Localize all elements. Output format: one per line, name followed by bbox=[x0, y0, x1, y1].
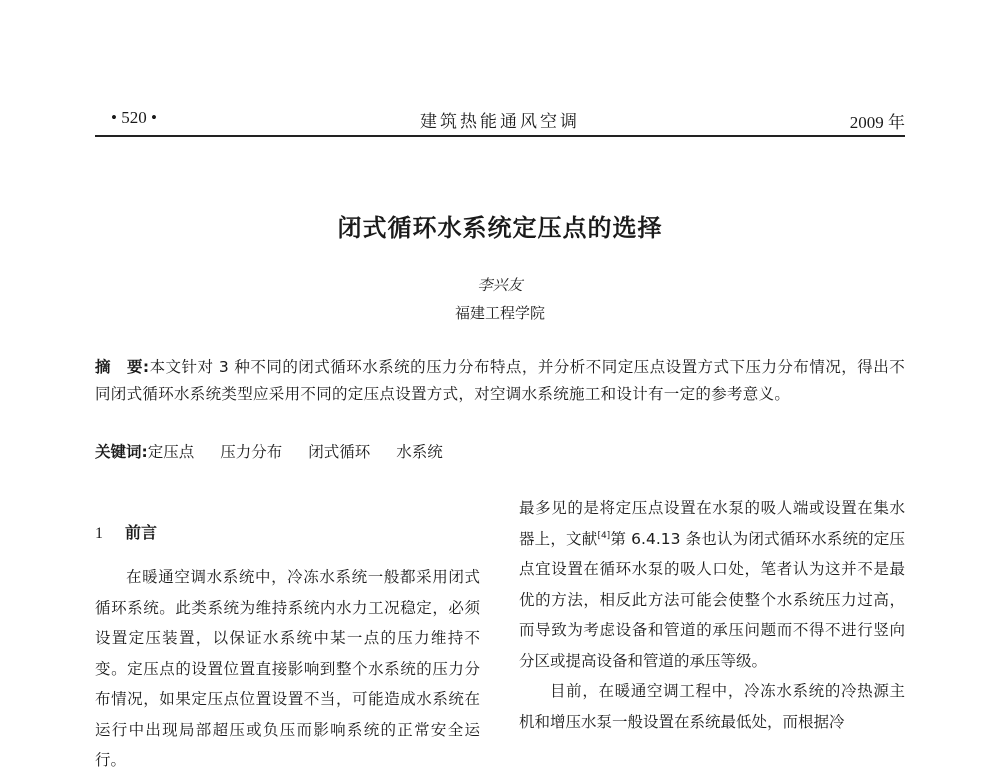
paragraph-text: 第 6.4.13 条也认为闭式循环水系统的定压点宜设置在循环水泵的吸人口处，笔者认为这并不是最优的方法，相反此方法可能会使整个水系统压力过高，而导致为考虑设备和管道的承压问题而不得不进行竖向分区或提高设备和管道的承压等级。 bbox=[519, 529, 905, 670]
journal-year: 2009 年 bbox=[849, 113, 905, 132]
keyword-item: 闭式循环 bbox=[308, 443, 371, 461]
abstract bbox=[95, 354, 905, 408]
abstract-label: 摘 要: bbox=[95, 358, 150, 376]
running-header bbox=[95, 102, 905, 132]
section-number: 1 bbox=[95, 525, 103, 542]
keyword-item: 定压点 bbox=[147, 443, 195, 461]
section-title: 前言 bbox=[125, 523, 158, 542]
right-column bbox=[519, 493, 905, 737]
body-paragraph: 目前，在暖通空调工程中，冷冻水系统的冷热源主机和增压水泵一般设置在系统最低处，而根据冷 bbox=[519, 682, 905, 731]
keyword-item: 压力分布 bbox=[220, 443, 283, 461]
keywords bbox=[95, 440, 905, 462]
citation-ref: [4] bbox=[597, 530, 611, 541]
body-paragraph: 在暖通空调水系统中，冷冻水系统一般都采用闭式循环系统。此类系统为维持系统内水力工况稳定，必须设置定压装置，以保证水系统中某一点的压力维持不变。定压点的设置位置直接影响到整个水系统的压力分布情况，如果定压点位置设置不当，可能造成水系统在运行中出现局部超压或负压而影响系统的正常安全运行。 bbox=[95, 568, 480, 769]
keywords-label: 关键词: bbox=[95, 443, 148, 461]
header-divider bbox=[95, 135, 905, 137]
page-number: • 520 • bbox=[111, 108, 157, 127]
article-title: 闭式循环水系统定压点的选择 bbox=[337, 214, 663, 242]
keyword-item: 水系统 bbox=[396, 443, 443, 461]
body-paragraph bbox=[519, 493, 905, 676]
paragraph-text: 最多见的是将定压点设置在水泵的吸人端或设置在集水器上，文献 bbox=[519, 499, 905, 548]
author-name: 李兴友 bbox=[477, 276, 523, 294]
journal-name: 建筑热能通风空调 bbox=[420, 112, 580, 132]
left-column bbox=[95, 562, 480, 776]
author-affiliation: 福建工程学院 bbox=[454, 304, 545, 322]
section-heading bbox=[95, 520, 157, 543]
abstract-text: 本文针对 3 种不同的闭式循环水系统的压力分布特点，并分析不同定压点设置方式下压力分布情况，得出不同闭式循环水系统类型应采用不同的定压点设置方式，对空调水系统施工和设计有一定的参考意义。 bbox=[95, 358, 906, 403]
